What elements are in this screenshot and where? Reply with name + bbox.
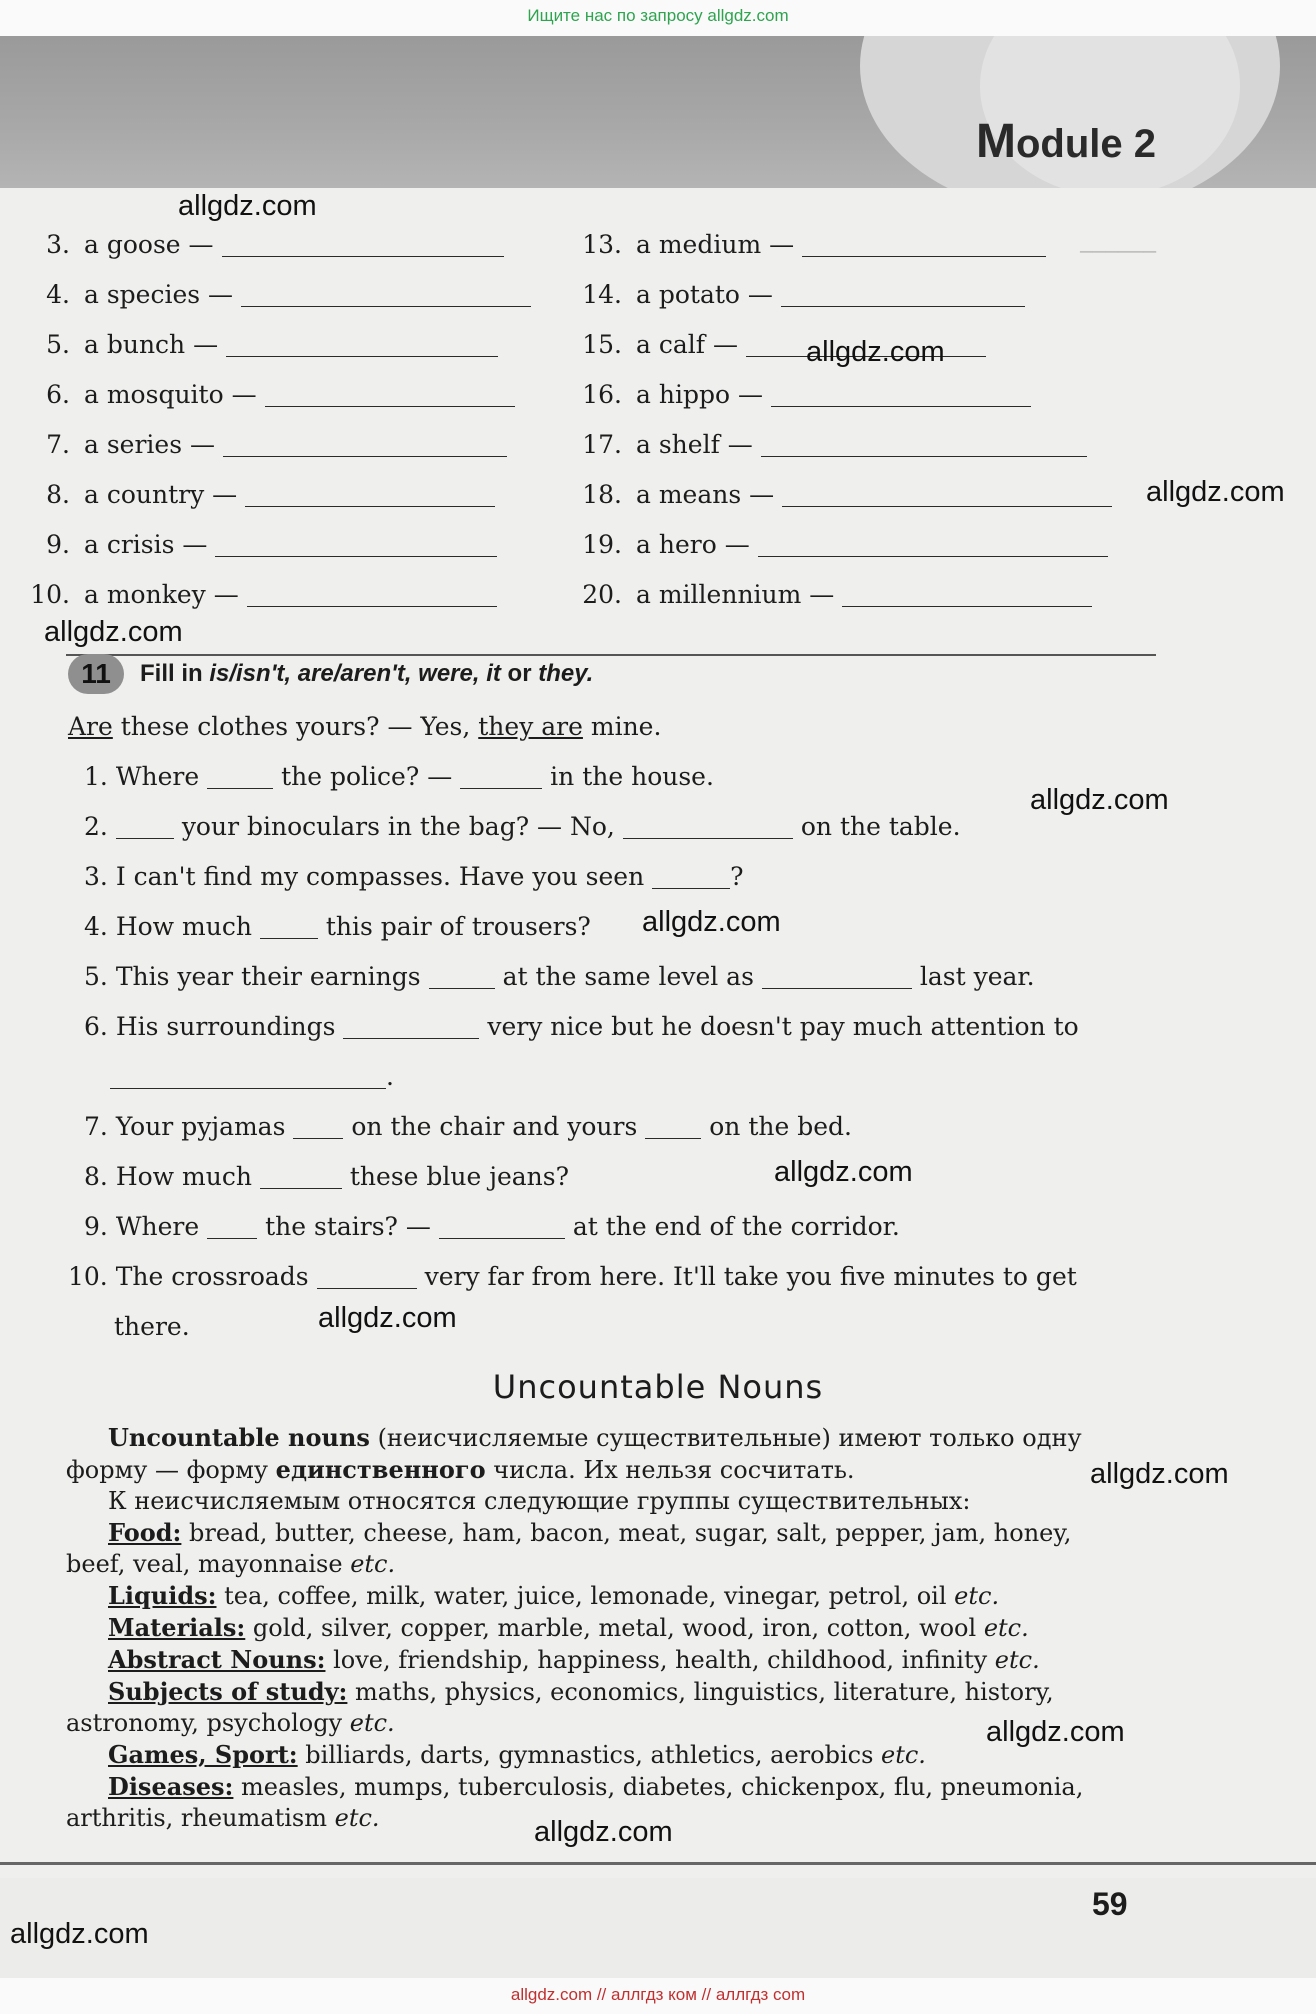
exercise-item-2: 2. your binoculars in the bag? — No, on the table. — [84, 812, 961, 841]
exercise-item-4: 4. How much this pair of trousers? — [84, 912, 591, 941]
bleed-through: ────── — [1080, 240, 1156, 264]
answer-blank[interactable] — [223, 434, 507, 457]
answer-blank[interactable] — [247, 584, 497, 607]
theory-text: Uncountable nouns (неисчисляемые существительные) имеют только одну форму — форму единственного числа. Их нельзя сосчитать. К неисчисляемым относятся следующие группы существительных: Food: bread, butter, cheese, ham, bacon, meat, sugar, salt, pepper, jam, honey, beef, veal, mayonnaise etc. Liquids: tea, coffee, milk, water, juice, lemonade, vinegar, petrol, oil etc. Materials: gold, silver, copper, marble, metal, wood, iron, cotton, wool etc. Abstract Nouns: love, friendship, happiness, health, childhood, infinity etc. Subjects of study: maths, physics, economics, linguistics, literature, history, astronomy, psychology etc. Games, Sport: billiards, darts, gymnastics, athletics, aerobics etc. Diseases: measles, mumps, tuberculosis, diabetes, chickenpox, flu, pneumonia, arthritis, rheumatism etc. — [66, 1423, 1084, 1832]
answer-blank[interactable] — [241, 284, 531, 307]
vocab-item-number: 10. — [30, 580, 70, 609]
page-footer-rule — [0, 1862, 1316, 1865]
answer-blank[interactable] — [439, 1216, 565, 1239]
answer-blank[interactable] — [245, 484, 495, 507]
watermark: allgdz.com — [44, 616, 183, 648]
vocab-item-word: a monkey — — [84, 580, 239, 609]
answer-blank[interactable] — [116, 816, 174, 839]
module-title: Module 2 — [975, 115, 1156, 168]
answer-blank[interactable] — [762, 966, 912, 989]
vocab-item-word: a potato — — [636, 280, 773, 309]
watermark: allgdz.com — [534, 1816, 673, 1848]
vocab-item-number: 8. — [46, 480, 70, 509]
exercise-item-9: 9. Where the stairs? — at the end of the corridor. — [84, 1212, 900, 1241]
vocab-item — [30, 230, 504, 259]
exercise-item-1: 1. Where the police? — in the house. — [84, 762, 714, 791]
answer-blank[interactable] — [110, 1066, 386, 1089]
vocab-item-number: 20. — [582, 580, 622, 609]
watermark: allgdz.com — [1090, 1458, 1229, 1490]
answer-blank[interactable] — [215, 534, 497, 557]
vocab-item-number: 19. — [582, 530, 622, 559]
vocab-item — [582, 430, 1087, 459]
vocab-item-number: 6. — [46, 380, 70, 409]
vocab-item-word: a hero — — [636, 530, 750, 559]
answer-blank[interactable] — [652, 866, 730, 889]
page-number: 59 — [1092, 1886, 1128, 1922]
vocab-item-word: a means — — [636, 480, 775, 509]
module-header — [0, 36, 1316, 188]
vocab-item — [582, 230, 1046, 259]
vocab-item-word: a goose — — [84, 230, 214, 259]
answer-blank[interactable] — [842, 584, 1092, 607]
answer-blank[interactable] — [429, 966, 495, 989]
answer-blank[interactable] — [782, 484, 1112, 507]
vocab-item — [30, 480, 495, 509]
vocab-item-number: 14. — [582, 280, 622, 309]
answer-blank[interactable] — [771, 384, 1031, 407]
vocab-item-number: 18. — [582, 480, 622, 509]
vocab-item — [582, 480, 1112, 509]
answer-blank[interactable] — [207, 766, 273, 789]
vocab-item-number: 13. — [582, 230, 622, 259]
answer-blank[interactable] — [265, 384, 515, 407]
answer-blank[interactable] — [222, 234, 504, 257]
answer-blank[interactable] — [260, 916, 318, 939]
answer-blank[interactable] — [343, 1016, 479, 1039]
vocab-item — [30, 380, 515, 409]
answer-blank[interactable] — [758, 534, 1108, 557]
vocab-item-word: a hippo — — [636, 380, 763, 409]
exercise-item-8: 8. How much these blue jeans? — [84, 1162, 570, 1191]
answer-blank[interactable] — [623, 816, 793, 839]
exercise-item-7: 7. Your pyjamas on the chair and yours on the bed. — [84, 1112, 852, 1141]
watermark: allgdz.com — [986, 1716, 1125, 1748]
watermark: allgdz.com — [178, 190, 317, 222]
exercise-item-5: 5. This year their earnings at the same level as last year. — [84, 962, 1035, 991]
exercise-example: Are these clothes yours? — Yes, they are mine. — [68, 712, 662, 741]
answer-blank[interactable] — [260, 1166, 342, 1189]
vocab-item — [30, 580, 497, 609]
vocab-item-word: a mosquito — — [84, 380, 257, 409]
answer-blank[interactable] — [761, 434, 1087, 457]
vocab-item-word: a country — — [84, 480, 238, 509]
answer-blank[interactable] — [207, 1216, 257, 1239]
exercise-number-badge: 11 — [68, 654, 124, 694]
vocab-item-word: a millennium — — [636, 580, 835, 609]
vocab-item-number: 16. — [582, 380, 622, 409]
vocab-item — [30, 330, 498, 359]
vocab-item — [582, 530, 1108, 559]
vocab-item-number: 7. — [46, 430, 70, 459]
bottom-banner-link[interactable]: allgdz.com // аллгдз ком // аллгдз com — [510, 1985, 806, 2004]
vocab-item — [582, 280, 1025, 309]
vocab-item-word: a bunch — — [84, 330, 219, 359]
answer-blank[interactable] — [317, 1266, 417, 1289]
exercise-item-10-cont: there. — [114, 1312, 190, 1341]
vocab-item — [30, 530, 497, 559]
answer-blank[interactable] — [226, 334, 498, 357]
vocab-item-number: 17. — [582, 430, 622, 459]
vocab-item-number: 9. — [46, 530, 70, 559]
watermark: allgdz.com — [806, 336, 945, 368]
answer-blank[interactable] — [802, 234, 1046, 257]
exercise-item-10: 10. The crossroads very far from here. It'll take you five minutes to get — [68, 1262, 1077, 1291]
vocab-item-number: 15. — [582, 330, 622, 359]
watermark: allgdz.com — [774, 1156, 913, 1188]
answer-blank[interactable] — [645, 1116, 701, 1139]
vocab-item — [30, 280, 531, 309]
vocab-item — [582, 580, 1092, 609]
answer-blank[interactable] — [460, 766, 542, 789]
vocab-item-number: 5. — [46, 330, 70, 359]
exercise-item-6: 6. His surroundings very nice but he doesn't pay much attention to — [84, 1012, 1079, 1041]
watermark: allgdz.com — [642, 906, 781, 938]
exercise-item-6-cont: . — [110, 1062, 394, 1091]
vocab-item — [30, 430, 507, 459]
vocab-item-word: a calf — — [636, 330, 738, 359]
answer-blank[interactable] — [293, 1116, 343, 1139]
top-banner-link[interactable]: Ищите нас по запросу allgdz.com — [527, 6, 789, 25]
section-title: Uncountable Nouns — [492, 1368, 824, 1406]
vocab-item-number: 4. — [46, 280, 70, 309]
vocab-item-number: 3. — [46, 230, 70, 259]
watermark: allgdz.com — [318, 1302, 457, 1334]
vocab-item-word: a species — — [84, 280, 234, 309]
vocab-item-word: a crisis — — [84, 530, 208, 559]
exercise-item-3: 3. I can't find my compasses. Have you seen ? — [84, 862, 744, 891]
vocab-item-word: a medium — — [636, 230, 795, 259]
watermark: allgdz.com — [10, 1918, 149, 1950]
vocab-item — [582, 380, 1031, 409]
vocab-item-word: a shelf — — [636, 430, 753, 459]
watermark: allgdz.com — [1146, 476, 1285, 508]
section-divider — [66, 654, 1156, 656]
vocab-item-word: a series — — [84, 430, 215, 459]
exercise-instruction: Fill in is/isn't, are/aren't, were, it or they. — [140, 660, 594, 687]
answer-blank[interactable] — [781, 284, 1025, 307]
watermark: allgdz.com — [1030, 784, 1169, 816]
